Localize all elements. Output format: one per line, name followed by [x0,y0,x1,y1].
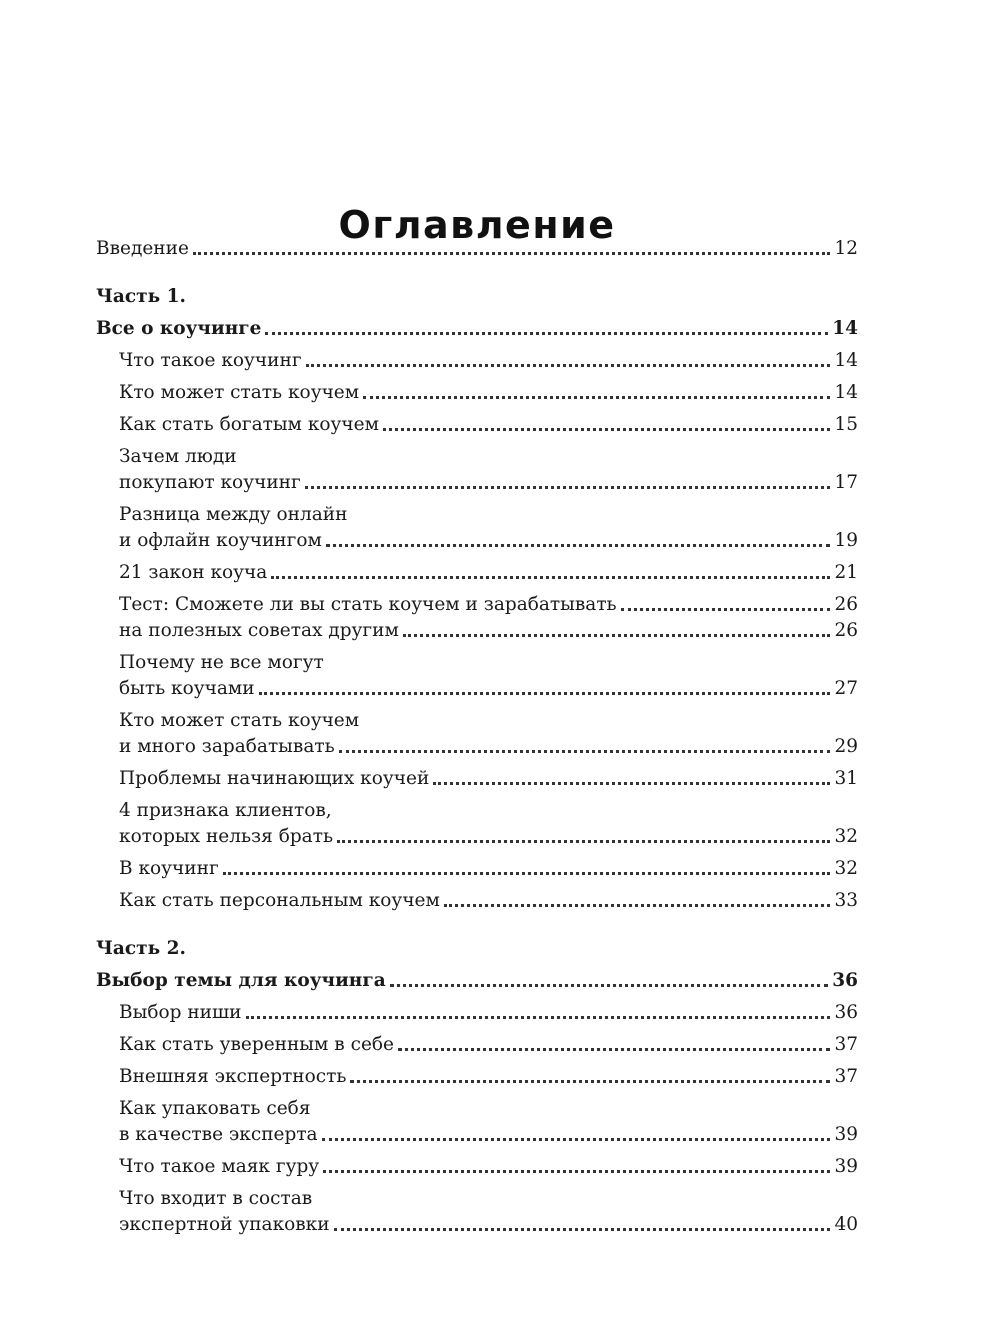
toc-entry [96,380,858,406]
dot-leader [390,984,829,987]
toc-entry-title: покупают коучинг [119,472,301,493]
toc-page-number: 31 [834,768,858,789]
toc-entry-title: Введение [96,238,189,259]
toc-page-number: 14 [834,382,858,403]
toc-entry [96,798,858,850]
toc-page-number: 17 [834,472,858,493]
toc-entry-title: Разница между онлайн [119,504,348,525]
dot-leader [334,1228,831,1231]
toc-page-number: 37 [834,1034,858,1055]
toc-entry-title: Как упаковать себя [119,1098,311,1119]
toc-entry-title: и много зарабатывать [119,736,335,757]
dot-leader [339,750,831,753]
toc-entry-title: Кто может стать коучем [119,710,360,731]
dot-leader [326,544,831,547]
toc-entry [96,968,858,994]
toc-page-number: 14 [832,318,858,339]
page-title: Оглавление [338,203,616,248]
dot-leader [322,1138,831,1141]
toc-entry [96,560,858,586]
toc-entry [96,888,858,914]
toc-entry-title: Что такое коучинг [119,350,302,371]
toc-entry-title: Проблемы начинающих коучей [119,768,430,789]
toc-page-number: 21 [834,562,858,583]
toc-entry [96,1000,858,1026]
toc-entry-title: которых нельзя брать [119,826,334,847]
toc-page-number: 39 [834,1156,858,1177]
dot-leader [433,782,830,785]
toc-entry [96,348,858,374]
dot-leader [305,486,831,489]
toc-entry [96,650,858,702]
toc-entry-title: Что входит в состав [119,1188,313,1209]
toc-page-number: 27 [834,678,858,699]
toc-page-number: 26 [834,594,858,615]
toc-entry-title: Кто может стать коучем [119,382,360,403]
toc-page-number: 40 [834,1214,858,1235]
toc-entry [96,1096,858,1148]
dot-leader [323,1170,830,1173]
dot-leader [246,1016,831,1019]
toc-page-number: 37 [834,1066,858,1087]
toc-entry-title: Зачем люди [119,446,237,467]
part-heading: Часть 1. [96,286,186,307]
toc-page-number: 15 [834,414,858,435]
toc-page-number: 19 [834,530,858,551]
toc-page-number: 29 [834,736,858,757]
dot-leader [383,428,830,431]
toc-page-number: 33 [834,890,858,911]
toc-entry-title: быть коучами [119,678,255,699]
dot-leader [398,1048,830,1051]
toc-entry [96,856,858,882]
toc-entry-title: Выбор ниши [119,1002,242,1023]
toc-entry-title: Как стать уверенным в себе [119,1034,394,1055]
toc-entry-title: и офлайн коучингом [119,530,322,551]
toc-entry [96,412,858,438]
toc-entry [96,766,858,792]
toc-entry-title: Все о коучинге [96,318,262,339]
toc-entry [96,236,858,262]
toc-entry [96,444,858,496]
dot-leader [621,608,831,611]
toc-page-number: 36 [834,1002,858,1023]
dot-leader [193,252,831,255]
toc-entry-title: Внешняя экспертность [119,1066,347,1087]
toc-entry-title: экспертной упаковки [119,1214,330,1235]
toc-entry [96,592,858,618]
toc-entry-title: на полезных советах другим [119,620,399,641]
toc-entry-title: в качестве эксперта [119,1124,318,1145]
dot-leader [444,904,831,907]
toc-entry [96,1186,858,1238]
toc-entry-title: 21 закон коуча [119,562,268,583]
table-of-contents [96,236,858,1238]
toc-entry-title: Почему не все могут [119,652,324,673]
toc-entry [96,618,858,644]
dot-leader [259,692,831,695]
toc-entry [96,316,858,342]
toc-entry-title: Как стать персональным коучем [119,890,440,911]
toc-entry [96,1064,858,1090]
toc-page-number: 39 [834,1124,858,1145]
dot-leader [350,1080,830,1083]
dot-leader [337,840,830,843]
toc-entry-title: Тест: Сможете ли вы стать коучем и зарабатывать [119,594,617,615]
toc-entry [96,708,858,760]
toc-entry-title: Что такое маяк гуру [119,1156,320,1177]
toc-entry [96,1032,858,1058]
toc-page-number: 32 [834,826,858,847]
toc-page-number: 12 [834,238,858,259]
toc-entry [96,502,858,554]
dot-leader [265,332,828,335]
dot-leader [306,364,831,367]
toc-page-number: 32 [834,858,858,879]
toc-entry-title: В коучинг [119,858,219,879]
dot-leader [403,634,831,637]
toc-entry-title: 4 признака клиентов, [119,800,332,821]
dot-leader [223,872,831,875]
dot-leader [363,396,830,399]
toc-page-number: 26 [834,620,858,641]
toc-page-number: 14 [834,350,858,371]
toc-entry [96,1154,858,1180]
part-heading: Часть 2. [96,938,186,959]
toc-entry-title: Выбор темы для коучинга [96,970,386,991]
toc-page-number: 36 [832,970,858,991]
toc-entry-title: Как стать богатым коучем [119,414,379,435]
dot-leader [271,576,830,579]
